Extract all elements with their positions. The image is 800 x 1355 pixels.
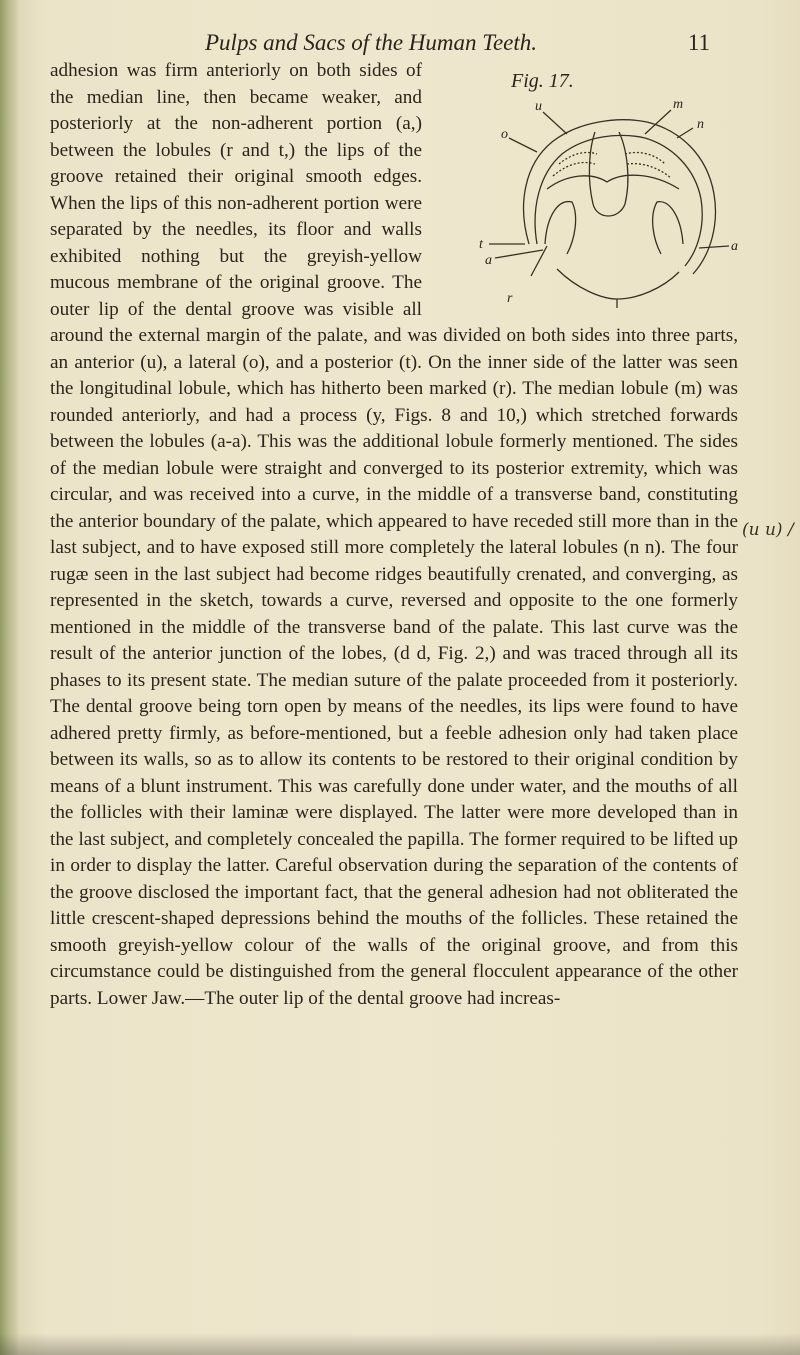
label-n: n — [697, 117, 704, 132]
label-a-left: a — [485, 253, 492, 268]
page-number: 11 — [687, 30, 710, 55]
page-bottom-shadow — [0, 1333, 800, 1355]
label-t: t — [479, 237, 483, 252]
figure-caption: Fig. 17. — [511, 70, 574, 92]
book-binding-edge — [0, 0, 18, 1355]
label-r: r — [507, 291, 513, 306]
label-u: u — [535, 99, 542, 114]
figure-wrap-space — [428, 58, 738, 308]
paragraph: adhesion was firm anteriorly on both sides of the median line, then became weaker, and posteriorly at the non-adherent portion (a,) between the lobules (r and t,) the lips of the groove retained their original smooth edges. When the lips of this non-adherent portion were separated by the needles, its floor and walls exhibited nothing but the greyish-yellow mucous membrane of the original groove. The outer lip of the dental groove was visible all around the external margin of the palate, and was divided on both sides into three parts, an anterior (u), a lateral (o), and a posterior (t). On the inner side of the latter was seen the longitudinal lobule, which has hitherto been marked (r). The median lobule (m) was rounded anteriorly, and had a process (y, Figs. 8 and 10,) which stretched forwards between the lobules (a-a). This was the additional lobule formerly mentioned. The sides of the median lobule were straight and converged to its posterior extremity, which was circular, and was received into a curve, in the middle of a transverse band, constituting the anterior boundary of the palate, which appeared to have receded still more than in the last subject, and to have exposed still more completely the lateral lobules (n n). The four rugæ seen in the last subject had become ridges beautifully crenated, and converging, as represented in the sketch, towards a curve, reversed and opposite to the one formerly mentioned in the middle of the transverse band of the palate. This last curve was the result of the anterior junction of the lobes, (d d, Fig. 2,) and was traced through all its phases to its present state. The median suture of the palate proceeded from it posteriorly. The dental groove being torn open by means of the needles, its lips were found to have adhered pretty firmly, as before-mentioned, but a feeble adhesion only had taken place between its walls, so as to allow its contents to be restored to their original condition by means of a blunt instrument. This was carefully done under water, and the mouths of all the follicles with their laminæ were displayed. The latter were more developed than in the last subject, and completely concealed the papilla. The former required to be lifted up in order to display the latter. Careful observation during the separation of the contents of the groove disclosed the important fact, that the general adhesion had not obliterated the little crescent-shaped depressions behind the mouths of the follicles. These retained the smooth greyish-yellow colour of the walls of the original groove, and from this circumstance could be distinguished from the general flocculent appearance of the other parts. Lower Jaw.—The outer lip of the dental groove had increas- — [50, 60, 738, 1009]
page-header — [150, 28, 710, 58]
label-a-right: a — [731, 239, 738, 254]
label-o: o — [501, 127, 508, 142]
handwritten-margin-note: (u u) / — [742, 520, 794, 540]
body-text — [50, 58, 738, 1012]
running-head: Pulps and Sacs of the Human Teeth. — [205, 30, 537, 55]
label-m: m — [673, 97, 684, 112]
